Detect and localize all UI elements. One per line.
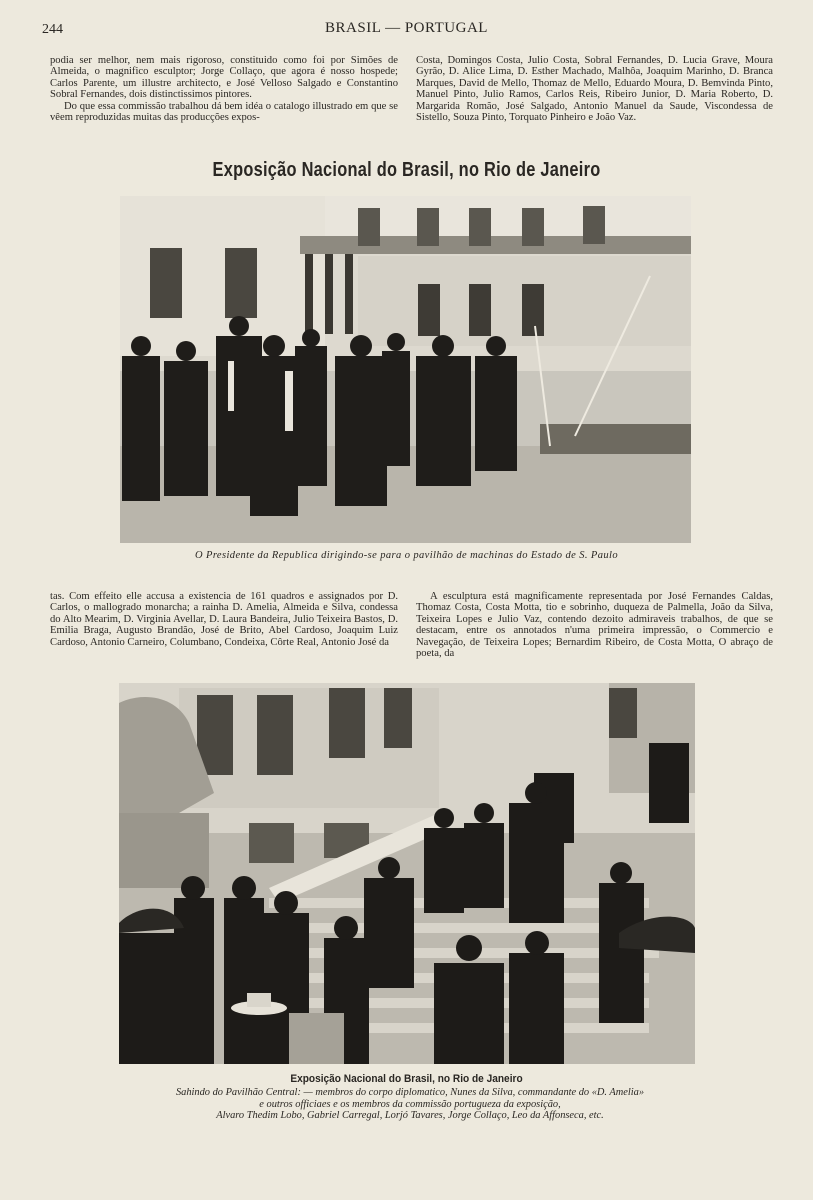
middle-right-paragraph: A esculptura está magnificamente representada por José Fernandes Caldas, Thomaz Costa, Costa Motta, tio e sobrinho, duqueza de Palmella, João da Silva, Teixeira Lopes e Julio Vaz, contendo dezoito admiraveis trabalhos, de que se destacam, entre os annotados n'uma primeira impressão, o Commercio e Navegação, de Teixeira Lopes; Bernardim Ribeiro, de Costa Motta, O abraço de poeta, da xyxy=(416,591,773,660)
caption-line: e outros officiaes e os membros da commissão portugueza da exposição, xyxy=(259,1098,561,1110)
photo-2-caption xyxy=(95,1087,725,1122)
middle-left-paragraph: tas. Com effeito elle accusa a existencia de 161 quadros e assignados por D. Carlos, o mallogrado monarcha; a rainha D. Amelia, Almeida e Silva, condessa do Alto Mearim, D. Virginia Avellar, D. Laura Bandeira, Julio Teixeira Bastos, D. Emilia Braga, Augusto Brandão, José de Brito, Abel Cardoso, Joaquim Luiz Cardoso, Antonio Carneiro, Columbano, Condeixa, Côrte Real, Antonio José da xyxy=(50,591,398,648)
top-left-paragraph-2: Do que essa commissão trabalhou dá bem idéa o catalogo illustrado em que se vêem reproduzidas muitas das producções expos- xyxy=(50,100,398,124)
section-title: Exposição Nacional do Brasil, no Rio de Janeiro xyxy=(212,159,601,181)
middle-right-column xyxy=(416,591,773,659)
caption-line: Sahindo do Pavilhão Central: — membros do corpo diplomatico, Nunes da Silva, commandante do «D. Amelia» xyxy=(175,1087,645,1098)
top-left-column xyxy=(50,55,398,123)
photo-1-caption: O Presidente da Republica dirigindo-se para o pavilhão de machinas do Estado de S. Paulo xyxy=(195,550,618,561)
caption-line: Alvaro Thedim Lobo, Gabriel Carregal, Lorjó Tavares, Jorge Collaço, Leo da Affonseca, etc. xyxy=(216,1110,604,1122)
photo-president-pavilion xyxy=(120,196,691,543)
running-title: BRASIL — PORTUGAL xyxy=(325,20,488,36)
top-right-column xyxy=(416,55,773,123)
middle-left-column xyxy=(50,591,398,648)
photo-central-pavilion-exit xyxy=(119,683,695,1064)
photo-2-caption-title: Exposição Nacional do Brasil, no Rio de Janeiro xyxy=(290,1073,523,1085)
page-number: 244 xyxy=(42,22,63,37)
top-left-paragraph-1: podia ser melhor, nem mais rigoroso, constituido como foi por Simões de Almeida, o magnifico esculptor; Jorge Collaço, que agora é nosso hospede; Carlos Parente, um illustre architecto, e José Velloso Salgado e Constantino Sobral Fernandes, dois distinctissimos pintores. xyxy=(50,55,398,101)
top-right-paragraph: Costa, Domingos Costa, Julio Costa, Sobral Fernandes, D. Lucia Grave, Moura Gyrão, D. Alice Lima, D. Esther Machado, Malhôa, Joaquim Marinho, D. Branca Marques, David de Mello, Thomaz de Mello, Eduardo Moura, D. Bemvinda Pinto, Manuel Pinto, Julio Ramos, Carlos Reis, Ribeiro Junior, D. Maria Roberto, D. Margarida Romão, José Salgado, Antonio Manuel da Saude, Viscondessa de Sistello, Souza Pinto, Torquato Pinheiro e João Vaz. xyxy=(416,55,773,124)
